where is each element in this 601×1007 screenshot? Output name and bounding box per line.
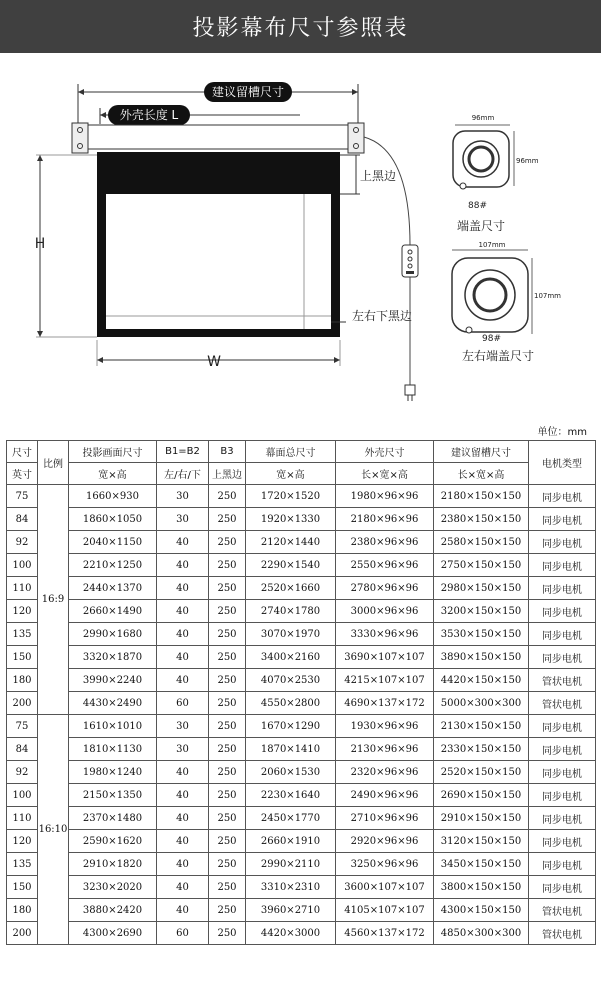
b3-cell: 250 (209, 508, 246, 531)
b1b2-cell: 40 (157, 531, 209, 554)
screen-cell: 3320×1870 (69, 646, 157, 669)
slot-cell: 3800×150×150 (434, 876, 529, 899)
slot-cell: 4420×150×150 (434, 669, 529, 692)
total-cell: 1720×1520 (246, 485, 336, 508)
size-cell: 120 (7, 830, 38, 853)
header-size: 尺寸 (7, 441, 38, 463)
total-cell: 2520×1660 (246, 577, 336, 600)
screen-casing (72, 123, 364, 153)
motor-cell: 同步电机 (529, 784, 596, 807)
b3-cell: 250 (209, 531, 246, 554)
table-row (7, 508, 596, 531)
motor-cell: 同步电机 (529, 600, 596, 623)
side-black-label: 左右下黑边 (352, 309, 413, 323)
slot-cell: 3450×150×150 (434, 853, 529, 876)
table-row (7, 692, 596, 715)
screen-cell: 3230×2020 (69, 876, 157, 899)
total-cell: 2290×1540 (246, 554, 336, 577)
motor-cell: 同步电机 (529, 761, 596, 784)
header-shell: 外壳尺寸 (336, 441, 434, 463)
b3-cell: 250 (209, 899, 246, 922)
motor-cell: 同步电机 (529, 715, 596, 738)
b1b2-cell: 30 (157, 485, 209, 508)
header-slot: 建议留槽尺寸 (434, 441, 529, 463)
slot-cell: 3530×150×150 (434, 623, 529, 646)
size-cell: 120 (7, 600, 38, 623)
motor-cell: 同步电机 (529, 577, 596, 600)
b1b2-cell: 40 (157, 853, 209, 876)
motor-cell: 管状电机 (529, 899, 596, 922)
size-cell: 100 (7, 784, 38, 807)
b3-cell: 250 (209, 876, 246, 899)
total-cell: 3310×2310 (246, 876, 336, 899)
endcap-small-height: 96mm (516, 157, 539, 165)
b1b2-cell: 40 (157, 876, 209, 899)
motor-cell: 管状电机 (529, 669, 596, 692)
size-cell: 180 (7, 899, 38, 922)
header-b1b2-sub: 左/右/下 (157, 463, 209, 485)
shell-cell: 2550×96×96 (336, 554, 434, 577)
b3-cell: 250 (209, 623, 246, 646)
endcap-large-code: 98# (482, 334, 501, 344)
table-row (7, 715, 596, 738)
table-subheader-row (7, 463, 596, 485)
shell-cell: 4105×107×107 (336, 899, 434, 922)
total-cell: 1670×1290 (246, 715, 336, 738)
b3-cell: 250 (209, 577, 246, 600)
header-slot-sub: 长×宽×高 (434, 463, 529, 485)
b1b2-cell: 40 (157, 554, 209, 577)
size-cell: 75 (7, 715, 38, 738)
endcap-large (452, 241, 561, 363)
b1b2-cell: 40 (157, 577, 209, 600)
screen-cell: 2590×1620 (69, 830, 157, 853)
width-dimension (97, 340, 340, 370)
b3-cell: 250 (209, 853, 246, 876)
shell-cell: 2320×96×96 (336, 761, 434, 784)
shell-cell: 2920×96×96 (336, 830, 434, 853)
page-title: 投影幕布尺寸参照表 (192, 16, 409, 41)
size-cell: 84 (7, 738, 38, 761)
shell-cell: 1930×96×96 (336, 715, 434, 738)
shell-cell: 3330×96×96 (336, 623, 434, 646)
slot-cell: 2910×150×150 (434, 807, 529, 830)
size-cell: 110 (7, 807, 38, 830)
size-cell: 110 (7, 577, 38, 600)
shell-dimension (100, 105, 300, 125)
total-cell: 4070×2530 (246, 669, 336, 692)
b1b2-cell: 30 (157, 738, 209, 761)
b1b2-cell: 40 (157, 623, 209, 646)
total-cell: 2660×1910 (246, 830, 336, 853)
screen-cell: 2990×1680 (69, 623, 157, 646)
motor-cell: 同步电机 (529, 646, 596, 669)
total-cell: 1870×1410 (246, 738, 336, 761)
size-cell: 92 (7, 531, 38, 554)
endcap-small-label: 端盖尺寸 (457, 219, 506, 233)
b3-cell: 250 (209, 485, 246, 508)
total-cell: 4550×2800 (246, 692, 336, 715)
table-row (7, 761, 596, 784)
slot-cell: 3890×150×150 (434, 646, 529, 669)
slot-cell: 2130×150×150 (434, 715, 529, 738)
shell-cell: 2490×96×96 (336, 784, 434, 807)
shell-cell: 2710×96×96 (336, 807, 434, 830)
b3-cell: 250 (209, 761, 246, 784)
slot-cell: 3120×150×150 (434, 830, 529, 853)
screen-cell: 2660×1490 (69, 600, 157, 623)
motor-cell: 同步电机 (529, 485, 596, 508)
screen-cell: 1810×1130 (69, 738, 157, 761)
motor-cell: 同步电机 (529, 853, 596, 876)
header-b3: B3 (209, 441, 246, 463)
total-cell: 2230×1640 (246, 784, 336, 807)
endcap-large-height: 107mm (534, 292, 561, 300)
header-ratio: 比例 (38, 441, 69, 485)
shell-label: 外壳长度 L (119, 108, 179, 122)
shell-cell: 3000×96×96 (336, 600, 434, 623)
screen-cell: 1860×1050 (69, 508, 157, 531)
size-cell: 200 (7, 692, 38, 715)
b3-cell: 250 (209, 669, 246, 692)
endcap-small (453, 114, 539, 233)
table-row (7, 876, 596, 899)
table-row (7, 485, 596, 508)
top-black-callout (340, 155, 396, 194)
screen-cell: 2440×1370 (69, 577, 157, 600)
ratio-cell: 16:10 (38, 715, 69, 945)
table-row (7, 646, 596, 669)
size-cell: 135 (7, 623, 38, 646)
shell-cell: 3250×96×96 (336, 853, 434, 876)
motor-cell: 同步电机 (529, 738, 596, 761)
total-cell: 3960×2710 (246, 899, 336, 922)
b3-cell: 250 (209, 692, 246, 715)
b1b2-cell: 40 (157, 600, 209, 623)
shell-cell: 2780×96×96 (336, 577, 434, 600)
motor-cell: 管状电机 (529, 692, 596, 715)
shell-cell: 4560×137×172 (336, 922, 434, 945)
table-row (7, 577, 596, 600)
screen-cell: 2040×1150 (69, 531, 157, 554)
b3-cell: 250 (209, 554, 246, 577)
motor-cell: 管状电机 (529, 922, 596, 945)
screen-cell: 2150×1350 (69, 784, 157, 807)
shell-cell: 3690×107×107 (336, 646, 434, 669)
page-header (0, 0, 601, 53)
slot-cell: 2750×150×150 (434, 554, 529, 577)
b1b2-cell: 60 (157, 922, 209, 945)
size-cell: 75 (7, 485, 38, 508)
header-screen-sub: 宽×高 (69, 463, 157, 485)
table-row (7, 899, 596, 922)
height-label: H (34, 236, 46, 252)
screen-cell: 2910×1820 (69, 853, 157, 876)
total-cell: 3070×1970 (246, 623, 336, 646)
header-total-sub: 宽×高 (246, 463, 336, 485)
size-cell: 150 (7, 876, 38, 899)
b1b2-cell: 40 (157, 646, 209, 669)
shell-cell: 2380×96×96 (336, 531, 434, 554)
slot-cell: 5000×300×300 (434, 692, 529, 715)
size-cell: 180 (7, 669, 38, 692)
screen-diagram (0, 53, 601, 413)
b3-cell: 250 (209, 807, 246, 830)
table-row (7, 830, 596, 853)
width-label: W (207, 354, 221, 370)
projection-screen (97, 152, 340, 337)
motor-cell: 同步电机 (529, 623, 596, 646)
b1b2-cell: 40 (157, 669, 209, 692)
ratio-cell: 16:9 (38, 485, 69, 715)
size-cell: 200 (7, 922, 38, 945)
screen-cell: 1980×1240 (69, 761, 157, 784)
slot-cell: 2980×150×150 (434, 577, 529, 600)
screen-cell: 2370×1480 (69, 807, 157, 830)
b3-cell: 250 (209, 922, 246, 945)
shell-cell: 1980×96×96 (336, 485, 434, 508)
table-row (7, 738, 596, 761)
b1b2-cell: 40 (157, 830, 209, 853)
table-row (7, 807, 596, 830)
endcap-large-label: 左右端盖尺寸 (462, 349, 535, 363)
header-total: 幕面总尺寸 (246, 441, 336, 463)
size-cell: 84 (7, 508, 38, 531)
shell-cell: 4215×107×107 (336, 669, 434, 692)
table-row (7, 669, 596, 692)
size-cell: 100 (7, 554, 38, 577)
screen-cell: 3990×2240 (69, 669, 157, 692)
shell-cell: 2180×96×96 (336, 508, 434, 531)
table-row (7, 554, 596, 577)
b3-cell: 250 (209, 715, 246, 738)
slot-cell: 2380×150×150 (434, 508, 529, 531)
b3-cell: 250 (209, 830, 246, 853)
b1b2-cell: 60 (157, 692, 209, 715)
slot-cell: 2180×150×150 (434, 485, 529, 508)
side-black-callout (331, 308, 412, 323)
total-cell: 4420×3000 (246, 922, 336, 945)
total-cell: 3400×2160 (246, 646, 336, 669)
size-table (6, 440, 596, 945)
b3-cell: 250 (209, 646, 246, 669)
total-cell: 2740×1780 (246, 600, 336, 623)
motor-cell: 同步电机 (529, 830, 596, 853)
slot-cell: 4300×150×150 (434, 899, 529, 922)
b1b2-cell: 40 (157, 784, 209, 807)
total-cell: 2120×1440 (246, 531, 336, 554)
shell-cell: 2130×96×96 (336, 738, 434, 761)
motor-cell: 同步电机 (529, 531, 596, 554)
header-inch: 英寸 (7, 463, 38, 485)
endcap-large-width: 107mm (478, 241, 506, 249)
b3-cell: 250 (209, 600, 246, 623)
shell-cell: 4690×137×172 (336, 692, 434, 715)
header-motor: 电机类型 (529, 441, 596, 485)
table-row (7, 531, 596, 554)
screen-cell: 2210×1250 (69, 554, 157, 577)
motor-cell: 同步电机 (529, 876, 596, 899)
slot-cell: 3200×150×150 (434, 600, 529, 623)
b1b2-cell: 40 (157, 899, 209, 922)
total-cell: 2060×1530 (246, 761, 336, 784)
slot-cell: 2520×150×150 (434, 761, 529, 784)
motor-cell: 同步电机 (529, 807, 596, 830)
top-black-label: 上黑边 (360, 169, 397, 183)
table-row (7, 853, 596, 876)
table-row (7, 600, 596, 623)
unit-note: 单位：mm (537, 427, 587, 438)
height-dimension (35, 155, 97, 337)
header-b1b2: B1=B2 (157, 441, 209, 463)
screen-cell: 1610×1010 (69, 715, 157, 738)
screen-cell: 4430×2490 (69, 692, 157, 715)
total-cell: 2450×1770 (246, 807, 336, 830)
b3-cell: 250 (209, 738, 246, 761)
header-screen: 投影画面尺寸 (69, 441, 157, 463)
table-body (7, 485, 596, 945)
screen-cell: 4300×2690 (69, 922, 157, 945)
b1b2-cell: 30 (157, 715, 209, 738)
b3-cell: 250 (209, 784, 246, 807)
screen-cell: 3880×2420 (69, 899, 157, 922)
b1b2-cell: 30 (157, 508, 209, 531)
total-cell: 2990×2110 (246, 853, 336, 876)
slot-label: 建议留槽尺寸 (211, 85, 285, 99)
size-cell: 92 (7, 761, 38, 784)
endcap-small-code: 88# (468, 201, 487, 211)
table-header-row (7, 441, 596, 463)
slot-cell: 2330×150×150 (434, 738, 529, 761)
endcap-small-width: 96mm (471, 114, 495, 122)
size-cell: 150 (7, 646, 38, 669)
b1b2-cell: 40 (157, 761, 209, 784)
b1b2-cell: 40 (157, 807, 209, 830)
table-row (7, 623, 596, 646)
table-row (7, 922, 596, 945)
slot-cell: 4850×300×300 (434, 922, 529, 945)
motor-cell: 同步电机 (529, 508, 596, 531)
screen-cell: 1660×930 (69, 485, 157, 508)
shell-cell: 3600×107×107 (336, 876, 434, 899)
table-row (7, 784, 596, 807)
motor-cell: 同步电机 (529, 554, 596, 577)
header-b3-sub: 上黑边 (209, 463, 246, 485)
slot-cell: 2690×150×150 (434, 784, 529, 807)
slot-cell: 2580×150×150 (434, 531, 529, 554)
header-shell-sub: 长×宽×高 (336, 463, 434, 485)
total-cell: 1920×1330 (246, 508, 336, 531)
size-cell: 135 (7, 853, 38, 876)
